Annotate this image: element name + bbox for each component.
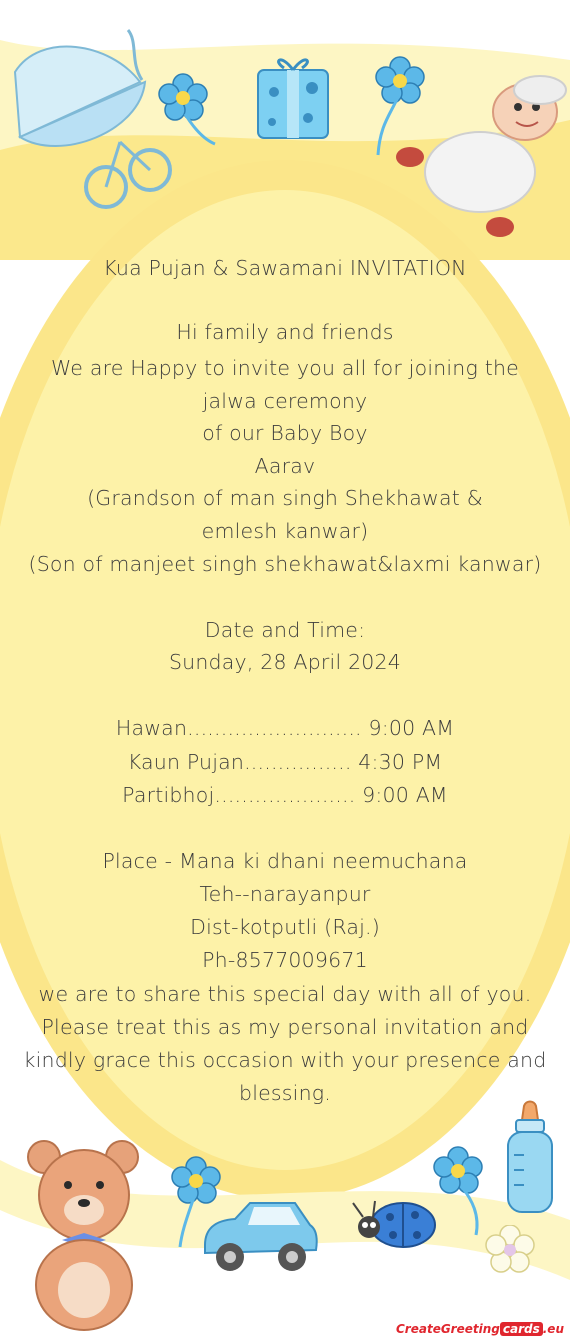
schedule-item-kaun-pujan: Kaun Pujan................ 4:30 PM [127, 750, 443, 774]
place-line-1: Place - Mana ki dhani neemuchana [102, 849, 468, 873]
closing-line-1: we are to share this special day with all of you. [38, 982, 532, 1006]
closing-line-2: Please treat this as my personal invitation and [41, 1015, 529, 1039]
white-flower-icon [485, 1225, 535, 1275]
closing-line-3: kindly grace this occasion with your presence and [23, 1048, 547, 1072]
date-value: Sunday, 28 April 2024 [168, 650, 402, 674]
watermark-box: cards [500, 1322, 543, 1336]
phone-number: Ph-8577009671 [202, 948, 368, 972]
schedule-item-partibhoj: Partibhoj..................... 9:00 AM [122, 783, 448, 807]
baby-bottle-illustration [500, 1100, 560, 1220]
teddy-bear-illustration [22, 1135, 147, 1335]
son-line: (Son of manjeet singh shekhawat&laxmi kanwar) [28, 552, 542, 576]
gift-box-illustration [252, 52, 334, 142]
invitation-title: Kua Pujan & Sawamani INVITATION [103, 256, 467, 280]
intro-line-3: of our Baby Boy [202, 421, 368, 445]
watermark-suffix: .eu [542, 1322, 564, 1336]
place-line-2: Teh--narayanpur [199, 882, 371, 906]
place-line-3: Dist-kotputli (Raj.) [190, 915, 380, 939]
intro-line-2: jalwa ceremony [202, 389, 368, 413]
site-watermark[interactable] [396, 1322, 564, 1336]
baby-carriage-illustration [0, 12, 180, 212]
date-label: Date and Time: [204, 618, 366, 642]
blue-flower-icon [155, 70, 225, 160]
watermark-prefix: CreateGreeting [396, 1322, 500, 1336]
grandson-line-2: emlesh kanwar) [201, 519, 369, 543]
greeting: Hi family and friends [176, 320, 394, 344]
schedule-item-hawan: Hawan.......................... 9:00 AM [115, 716, 455, 740]
toy-car-illustration [200, 1195, 320, 1280]
baby-name: Aarav [254, 454, 316, 478]
grandson-line-1: (Grandson of man singh Shekhawat & [87, 486, 483, 510]
intro-line-1: We are Happy to invite you all for joining the [51, 356, 519, 380]
lamb-illustration [390, 62, 570, 242]
closing-line-4: blessing. [239, 1081, 331, 1105]
ladybug-illustration [345, 1195, 440, 1255]
